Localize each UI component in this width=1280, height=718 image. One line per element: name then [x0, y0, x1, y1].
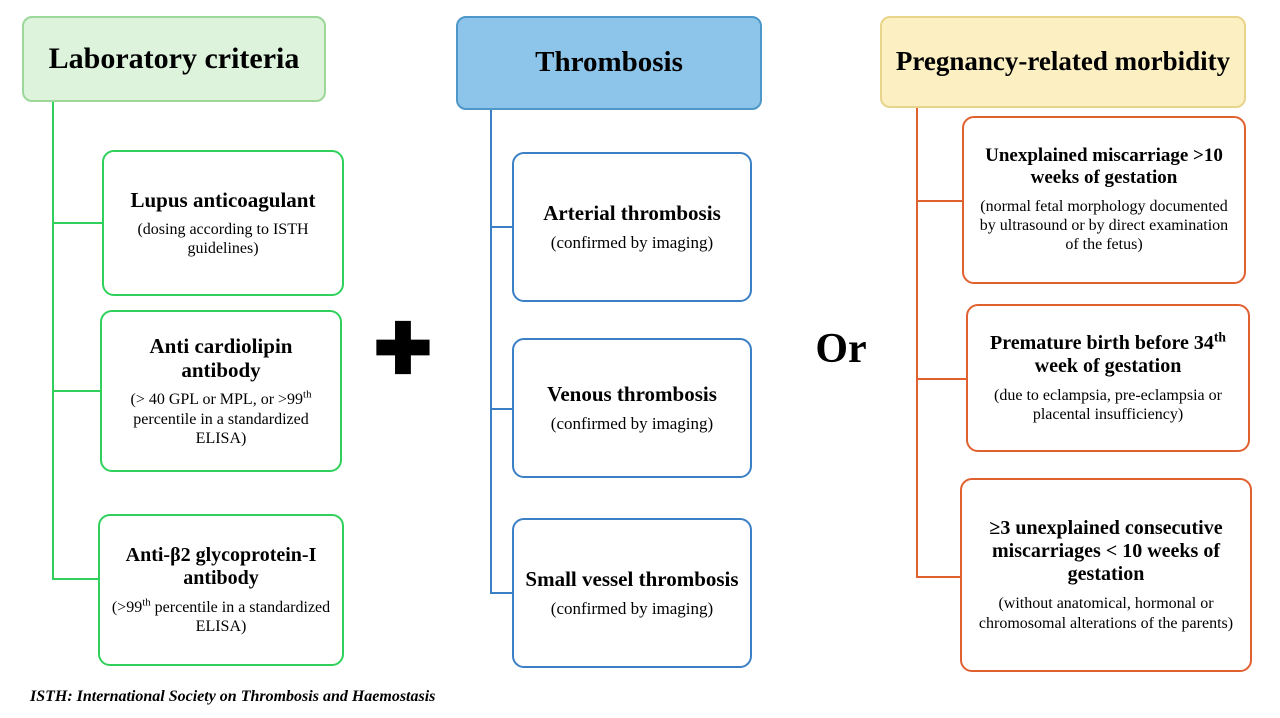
node-anti-beta2-glycoprotein-antibody	[98, 514, 344, 666]
connector-pregnancy-branch-3	[916, 576, 960, 578]
node-lupus-anticoagulant-title: Lupus anticoagulant	[130, 187, 316, 212]
connector-laboratory-branch-1	[52, 222, 102, 224]
node-consecutive-miscarriages-title: ≥3 unexplained consecutive miscarriages < 10 weeks of gestation	[989, 517, 1223, 586]
node-anti-beta2-glycoprotein-antibody-sub: (>99th percentile in a standardized ELISA)	[111, 596, 331, 635]
connector-laboratory-branch-2	[52, 390, 100, 392]
node-arterial-thrombosis-sub: (confirmed by imaging)	[550, 232, 714, 252]
connector-laboratory-branch-3	[52, 578, 98, 580]
column-header-thrombosis	[456, 16, 762, 110]
node-lupus-anticoagulant	[102, 150, 344, 296]
footnote-abbreviation: ISTH: International Society on Thrombosis and Haemostasis	[30, 688, 436, 705]
connector-pregnancy-branch-1	[916, 200, 962, 202]
node-anti-cardiolipin-antibody-title: Anti cardiolipin antibody	[149, 334, 293, 383]
connector-thrombosis-branch-3	[490, 592, 512, 594]
node-unexplained-miscarriage-title: Unexplained miscarriage >10 weeks of gestation	[985, 145, 1223, 189]
column-header-thrombosis-label: Thrombosis	[535, 46, 683, 79]
node-lupus-anticoagulant-sub: (dosing according to ISTH guidelines)	[137, 220, 309, 258]
column-header-pregnancy-label: Pregnancy-related morbidity	[895, 46, 1231, 77]
node-venous-thrombosis-title: Venous thrombosis	[547, 381, 717, 406]
operator-or: Or	[815, 326, 867, 372]
connector-thrombosis-branch-1	[490, 226, 512, 228]
node-venous-thrombosis	[512, 338, 752, 478]
column-header-pregnancy	[880, 16, 1246, 108]
connector-thrombosis-branch-2	[490, 408, 512, 410]
node-venous-thrombosis-sub: (confirmed by imaging)	[550, 413, 714, 433]
connector-pregnancy-trunk	[916, 108, 918, 578]
node-premature-birth-sub: (due to eclampsia, pre-eclampsia or placental insufficiency)	[994, 386, 1222, 423]
node-anti-cardiolipin-antibody	[100, 310, 342, 472]
node-unexplained-miscarriage-sub: (normal fetal morphology documented by ultrasound or by direct examination of the fetus)	[979, 198, 1229, 254]
node-anti-cardiolipin-antibody-sub: (> 40 GPL or MPL, or >99th percentile in a standardized ELISA)	[130, 389, 312, 447]
node-consecutive-miscarriages	[960, 478, 1252, 672]
node-premature-birth-title: Premature birth before 34th week of gestation	[990, 329, 1226, 377]
connector-laboratory-trunk	[52, 102, 54, 580]
column-header-laboratory	[22, 16, 326, 102]
node-small-vessel-thrombosis-title: Small vessel thrombosis	[525, 566, 739, 591]
node-small-vessel-thrombosis-sub: (confirmed by imaging)	[550, 598, 714, 618]
node-small-vessel-thrombosis	[512, 518, 752, 668]
node-arterial-thrombosis-title: Arterial thrombosis	[543, 200, 721, 225]
connector-pregnancy-branch-2	[916, 378, 966, 380]
node-anti-beta2-glycoprotein-antibody-title: Anti-β2 glycoprotein-I antibody	[125, 543, 317, 589]
node-consecutive-miscarriages-sub: (without anatomical, hormonal or chromosomal alterations of the parents)	[978, 595, 1234, 632]
node-premature-birth	[966, 304, 1250, 452]
node-arterial-thrombosis	[512, 152, 752, 302]
operator-plus: ✚	[373, 310, 433, 388]
connector-thrombosis-trunk	[490, 110, 492, 594]
node-unexplained-miscarriage	[962, 116, 1246, 284]
column-header-laboratory-label: Laboratory criteria	[48, 41, 300, 75]
